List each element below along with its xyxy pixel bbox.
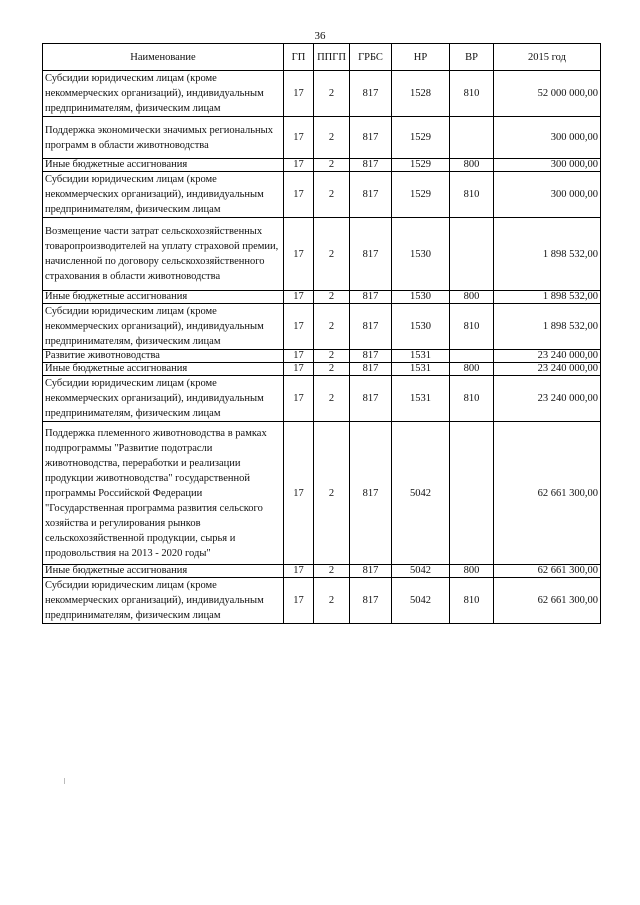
row-grbs-cell: 817 <box>350 218 392 291</box>
table-row <box>43 117 601 159</box>
row-amount-cell: 300 000,00 <box>494 172 601 218</box>
row-vr-cell: 810 <box>450 578 494 624</box>
row-amount-cell: 62 661 300,00 <box>494 422 601 565</box>
row-gp-cell: 17 <box>284 565 314 578</box>
row-nr-cell: 1529 <box>392 172 450 218</box>
row-grbs-cell: 817 <box>350 578 392 624</box>
row-grbs-cell: 817 <box>350 291 392 304</box>
row-name-cell: Иные бюджетные ассигнования <box>43 565 284 578</box>
table-row <box>43 376 601 422</box>
table-row <box>43 218 601 291</box>
table-row <box>43 291 601 304</box>
row-vr-cell: 810 <box>450 304 494 350</box>
row-nr-cell: 1530 <box>392 304 450 350</box>
row-ppgp-cell: 2 <box>314 376 350 422</box>
row-nr-cell: 1529 <box>392 159 450 172</box>
row-ppgp-cell: 2 <box>314 218 350 291</box>
row-vr-cell: 810 <box>450 376 494 422</box>
row-amount-cell: 300 000,00 <box>494 159 601 172</box>
row-nr-cell: 1528 <box>392 71 450 117</box>
row-grbs-cell: 817 <box>350 363 392 376</box>
row-nr-cell: 1531 <box>392 363 450 376</box>
header-nr: НР <box>392 44 450 71</box>
row-name-cell: Иные бюджетные ассигнования <box>43 159 284 172</box>
row-gp-cell: 17 <box>284 422 314 565</box>
row-ppgp-cell: 2 <box>314 363 350 376</box>
row-vr-cell: 810 <box>450 172 494 218</box>
table-row <box>43 422 601 565</box>
row-ppgp-cell: 2 <box>314 422 350 565</box>
row-name-cell: Иные бюджетные ассигнования <box>43 291 284 304</box>
row-vr-cell: 800 <box>450 291 494 304</box>
header-grbs: ГРБС <box>350 44 392 71</box>
row-name-cell: Субсидии юридическим лицам (кроме некоммерческих организаций), индивидуальным предпринимателям, физическим лицам <box>43 172 284 218</box>
row-name-cell: Возмещение части затрат сельскохозяйственных товаропроизводителей на уплату страховой премии, начисленной по договору сельскохозяйственного страхования в области животноводства <box>43 218 284 291</box>
row-grbs-cell: 817 <box>350 71 392 117</box>
row-gp-cell: 17 <box>284 363 314 376</box>
row-gp-cell: 17 <box>284 376 314 422</box>
row-gp-cell: 17 <box>284 350 314 363</box>
row-vr-cell <box>450 117 494 159</box>
header-name: Наименование <box>43 44 284 71</box>
row-grbs-cell: 817 <box>350 376 392 422</box>
row-nr-cell: 5042 <box>392 422 450 565</box>
margin-mark <box>64 778 65 784</box>
row-amount-cell: 62 661 300,00 <box>494 578 601 624</box>
row-vr-cell: 800 <box>450 363 494 376</box>
row-vr-cell <box>450 218 494 291</box>
row-nr-cell: 1529 <box>392 117 450 159</box>
row-name-cell: Субсидии юридическим лицам (кроме некоммерческих организаций), индивидуальным предпринимателям, физическим лицам <box>43 578 284 624</box>
table-row <box>43 159 601 172</box>
row-ppgp-cell: 2 <box>314 172 350 218</box>
row-nr-cell: 1531 <box>392 376 450 422</box>
header-gp: ГП <box>284 44 314 71</box>
row-ppgp-cell: 2 <box>314 117 350 159</box>
row-ppgp-cell: 2 <box>314 304 350 350</box>
header-ppgp: ППГП <box>314 44 350 71</box>
row-vr-cell: 800 <box>450 565 494 578</box>
row-vr-cell: 800 <box>450 159 494 172</box>
table-row <box>43 363 601 376</box>
budget-table <box>42 43 601 624</box>
row-grbs-cell: 817 <box>350 350 392 363</box>
row-grbs-cell: 817 <box>350 159 392 172</box>
row-name-cell: Субсидии юридическим лицам (кроме некоммерческих организаций), индивидуальным предпринимателям, физическим лицам <box>43 376 284 422</box>
table-row <box>43 304 601 350</box>
row-amount-cell: 23 240 000,00 <box>494 376 601 422</box>
row-nr-cell: 1530 <box>392 291 450 304</box>
row-amount-cell: 52 000 000,00 <box>494 71 601 117</box>
row-ppgp-cell: 2 <box>314 578 350 624</box>
row-amount-cell: 1 898 532,00 <box>494 291 601 304</box>
row-name-cell: Поддержка экономически значимых региональных программ в области животноводства <box>43 117 284 159</box>
row-ppgp-cell: 2 <box>314 565 350 578</box>
table-body <box>43 71 601 624</box>
row-vr-cell <box>450 422 494 565</box>
row-name-cell: Субсидии юридическим лицам (кроме некоммерческих организаций), индивидуальным предпринимателям, физическим лицам <box>43 304 284 350</box>
table-row <box>43 350 601 363</box>
table-row <box>43 172 601 218</box>
row-name-cell: Иные бюджетные ассигнования <box>43 363 284 376</box>
row-name-cell: Развитие животноводства <box>43 350 284 363</box>
row-nr-cell: 5042 <box>392 578 450 624</box>
row-gp-cell: 17 <box>284 578 314 624</box>
table-row <box>43 565 601 578</box>
row-ppgp-cell: 2 <box>314 350 350 363</box>
row-gp-cell: 17 <box>284 304 314 350</box>
table-row <box>43 71 601 117</box>
row-nr-cell: 1531 <box>392 350 450 363</box>
header-year: 2015 год <box>494 44 601 71</box>
row-nr-cell: 1530 <box>392 218 450 291</box>
row-gp-cell: 17 <box>284 218 314 291</box>
row-ppgp-cell: 2 <box>314 291 350 304</box>
row-name-cell: Поддержка племенного животноводства в рамках подпрограммы "Развитие подотрасли животноводства, переработки и реализации продукции животноводства" государственной программы Российской Федерации "Государственная программа развития сельского хозяйства и регулирования рынков сельскохозяйственной продукции, сырья и продовольствия на 2013 - 2020 годы" <box>43 422 284 565</box>
row-grbs-cell: 817 <box>350 304 392 350</box>
table-header <box>43 44 601 71</box>
row-ppgp-cell: 2 <box>314 71 350 117</box>
row-grbs-cell: 817 <box>350 172 392 218</box>
row-gp-cell: 17 <box>284 172 314 218</box>
header-vr: ВР <box>450 44 494 71</box>
row-amount-cell: 300 000,00 <box>494 117 601 159</box>
row-ppgp-cell: 2 <box>314 159 350 172</box>
row-vr-cell: 810 <box>450 71 494 117</box>
row-vr-cell <box>450 350 494 363</box>
row-grbs-cell: 817 <box>350 117 392 159</box>
row-gp-cell: 17 <box>284 159 314 172</box>
row-amount-cell: 62 661 300,00 <box>494 565 601 578</box>
row-grbs-cell: 817 <box>350 565 392 578</box>
page-number: 36 <box>314 30 326 42</box>
row-name-cell: Субсидии юридическим лицам (кроме некоммерческих организаций), индивидуальным предпринимателям, физическим лицам <box>43 71 284 117</box>
row-amount-cell: 23 240 000,00 <box>494 350 601 363</box>
row-amount-cell: 1 898 532,00 <box>494 218 601 291</box>
table-row <box>43 578 601 624</box>
row-amount-cell: 23 240 000,00 <box>494 363 601 376</box>
row-gp-cell: 17 <box>284 291 314 304</box>
row-nr-cell: 5042 <box>392 565 450 578</box>
row-grbs-cell: 817 <box>350 422 392 565</box>
row-gp-cell: 17 <box>284 117 314 159</box>
row-amount-cell: 1 898 532,00 <box>494 304 601 350</box>
row-gp-cell: 17 <box>284 71 314 117</box>
